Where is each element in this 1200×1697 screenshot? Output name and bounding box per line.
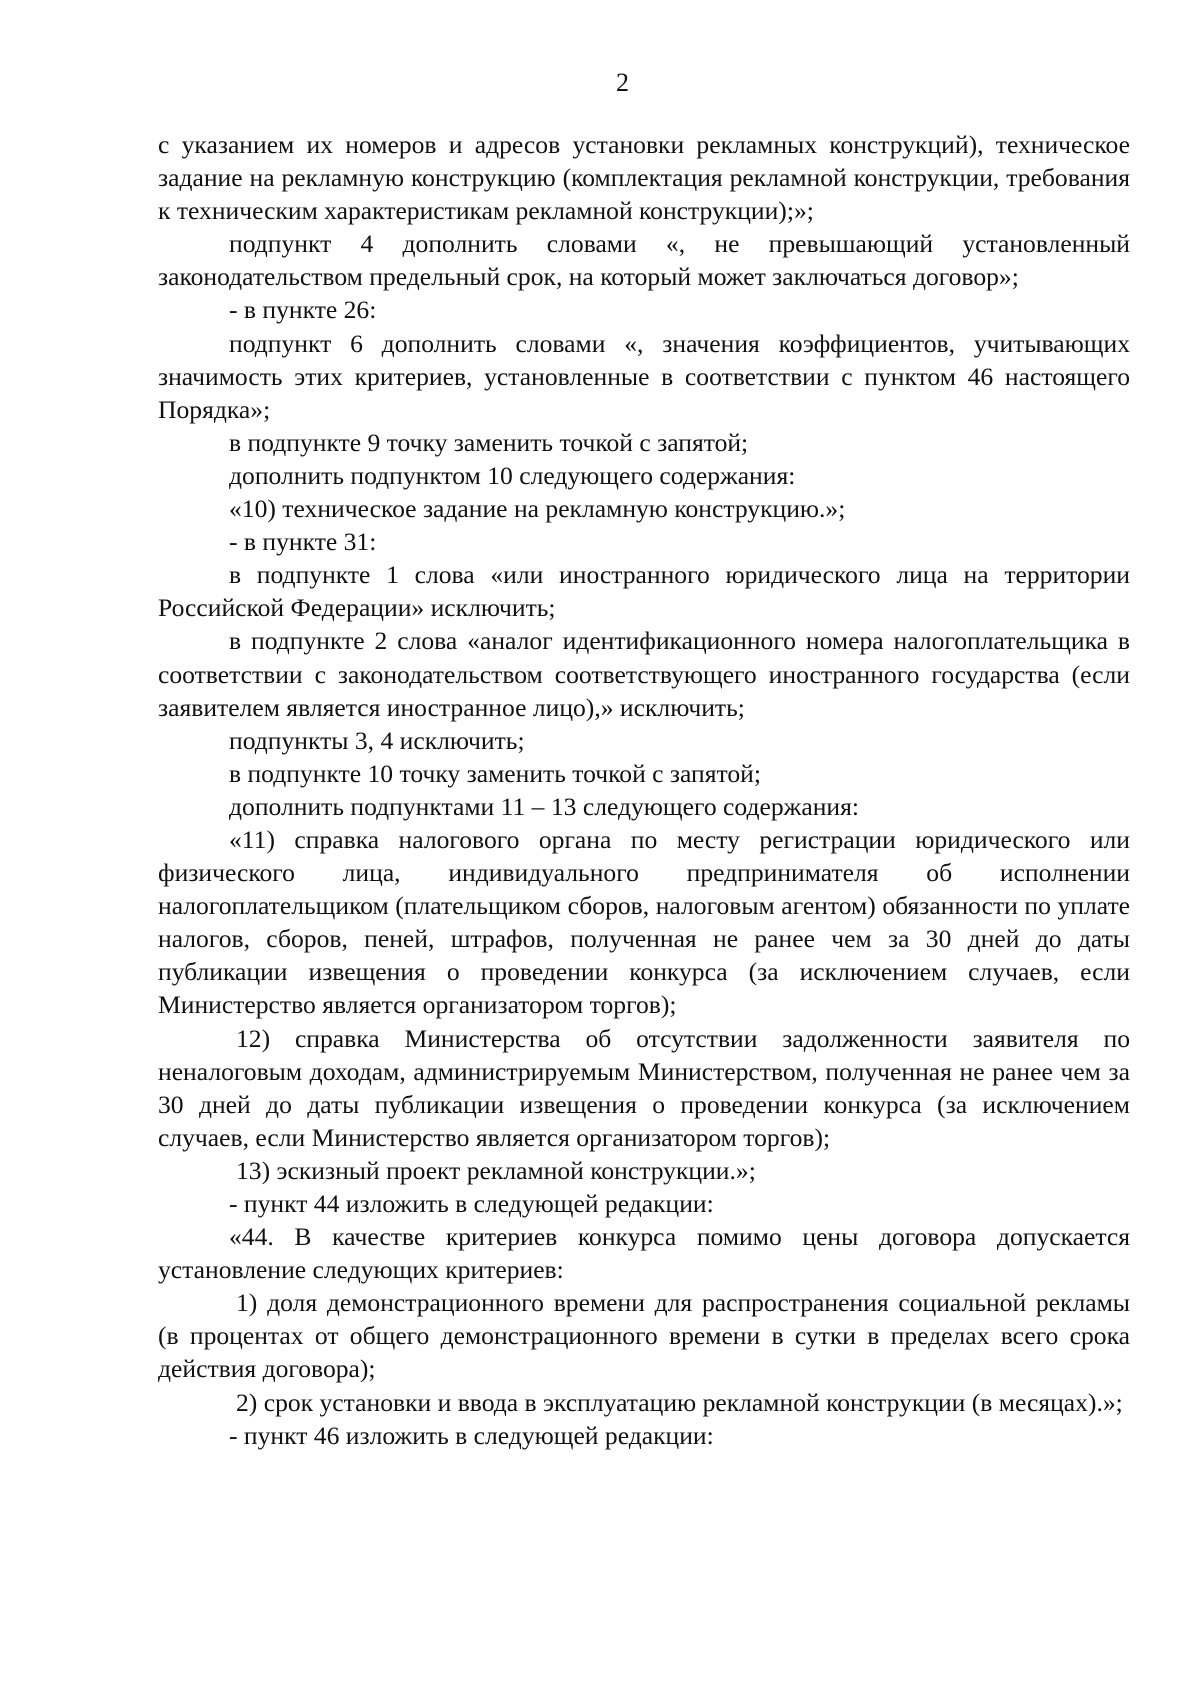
- paragraph-12: в подпункте 10 точку заменить точкой с запятой;: [229, 758, 761, 788]
- paragraph-5: в подпункте 9 точку заменить точкой с запятой;: [229, 427, 749, 457]
- paragraph-18: «44. В качестве критериев конкурса помимо цены договора допускается установление следующих критериев:: [158, 1222, 1130, 1285]
- paragraph-8: - в пункте 31:: [229, 527, 377, 557]
- paragraph-19: 1) доля демонстрационного времени для распространения социальной рекламы (в процентах от общего демонстрационного времени в сутки в пределах всего срока действия договора);: [158, 1288, 1130, 1384]
- paragraph-16: 13) эскизный проект рекламной конструкции.»;: [236, 1155, 756, 1185]
- paragraph-20: 2) срок установки и ввода в эксплуатацию рекламной конструкции (в месяцах).»;: [236, 1387, 1123, 1417]
- paragraph-14: «11) справка налогового органа по месту регистрации юридического или физического лица, индивидуального предпринимателя об исполнении налогоплательщиком (плательщиком сборов, налоговым агентом) обязанности по уплате налогов, сборов, пеней, штрафов, полученная не ранее чем за 30 дней до даты публикации извещения о проведении конкурса (за исключением случаев, если Министерство является организатором торгов);: [158, 824, 1130, 1020]
- paragraph-3: - в пункте 26:: [229, 295, 377, 325]
- paragraph-4: подпункт 6 дополнить словами «, значения коэффициентов, учитывающих значимость этих критериев, установленные в соответствии с пунктом 46 настоящего Порядка»;: [158, 328, 1130, 424]
- paragraph-7: «10) техническое задание на рекламную конструкцию.»;: [229, 494, 846, 524]
- paragraph-6: дополнить подпунктом 10 следующего содержания:: [229, 460, 796, 490]
- page-number: 2: [616, 68, 629, 97]
- paragraph-9: в подпункте 1 слова «или иностранного юридического лица на территории Российской Федерации» исключить;: [158, 560, 1130, 623]
- document-body: [158, 128, 1130, 1452]
- paragraph-13: дополнить подпунктами 11 – 13 следующего содержания:: [229, 791, 859, 821]
- paragraph-1: с указанием их номеров и адресов установки рекламных конструкций), техническое задание на рекламную конструкцию (комплектация рекламной конструкции, требования к техническим характеристикам рекламной конструкции);»;: [158, 130, 1130, 226]
- paragraph-17: - пункт 44 изложить в следующей редакции:: [229, 1189, 714, 1218]
- paragraph-21: - пункт 46 изложить в следующей редакции:: [229, 1420, 714, 1450]
- paragraph-10: в подпункте 2 слова «аналог идентификационного номера налогоплательщика в соответствии с законодательством соответствующего иностранного государства (если заявителем является иностранное лицо),» исключить;: [158, 626, 1130, 722]
- paragraph-15: 12) справка Министерства об отсутствии задолженности заявителя по неналоговым доходам, администрируемым Министерством, полученная не ранее чем за 30 дней до даты публикации извещения о проведении конкурса (за исключением случаев, если Министерство является организатором торгов);: [158, 1023, 1130, 1152]
- paragraph-2: подпункт 4 дополнить словами «, не превышающий установленный законодательством предельный срок, на который может заключаться договор»;: [158, 229, 1130, 292]
- paragraph-11: подпункты 3, 4 исключить;: [229, 725, 525, 755]
